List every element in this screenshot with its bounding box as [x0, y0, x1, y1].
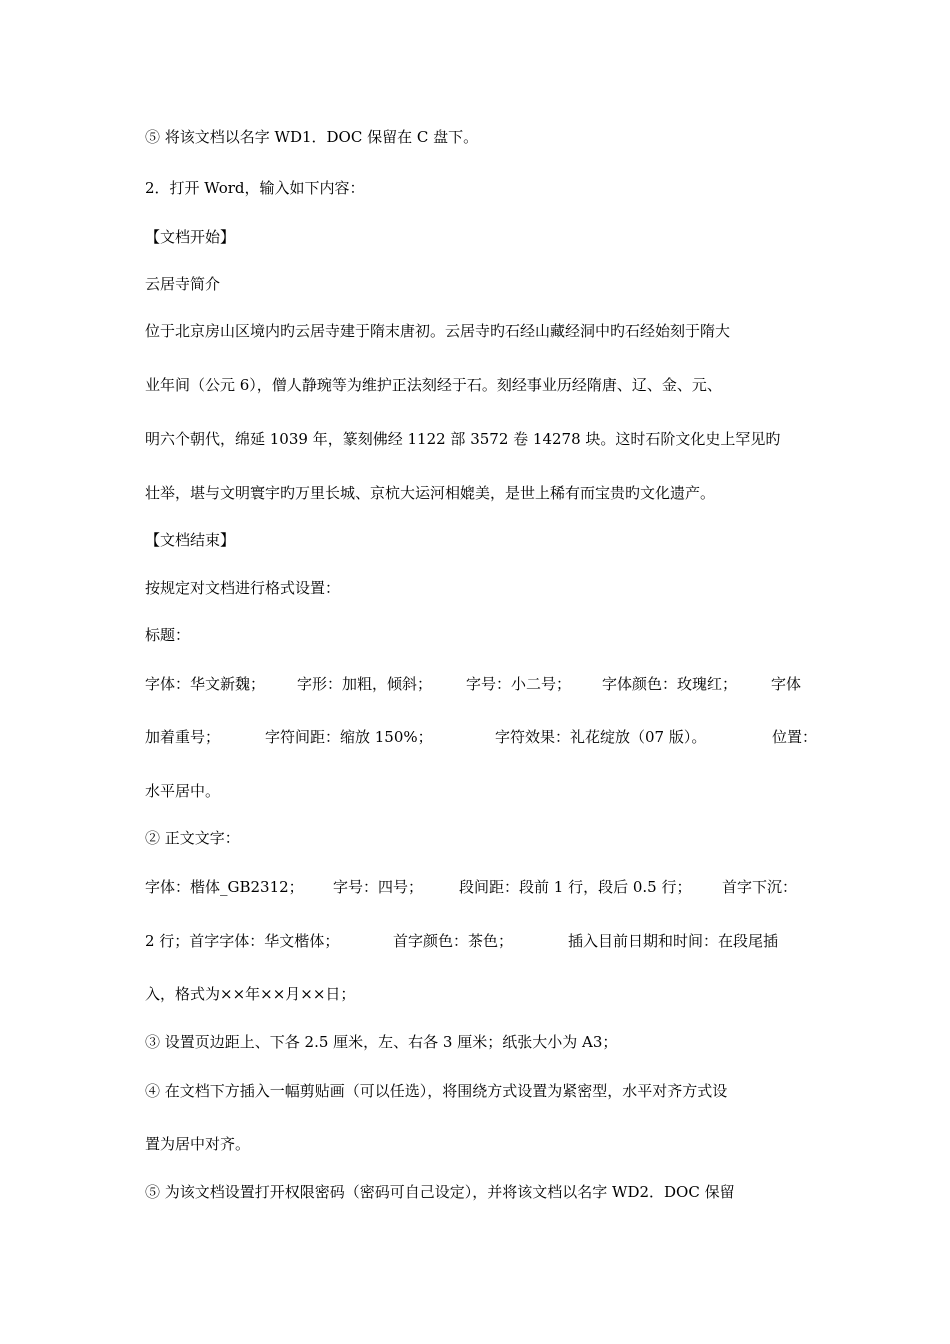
body-drop-cap: 首字下沉： — [722, 878, 798, 896]
item-3-page-margins: ③ 设置页边距上、下各 2.5 厘米，左、右各 3 厘米；纸张大小为 A3； — [145, 1033, 618, 1051]
title-size: 字号：小二号； — [466, 675, 572, 693]
body-drop-cap-font: 2 行；首字字体：华文楷体； — [145, 932, 340, 950]
paragraph-format-instructions: 按规定对文档进行格式设置： — [145, 579, 341, 597]
paragraph-title-heading: 标题： — [145, 626, 191, 644]
title-position: 位置： — [772, 728, 818, 746]
title-spacing: 字符间距：缩放 150%； — [265, 728, 433, 746]
paragraph-save-wd1: ⑤ 将该文档以名字 WD1．DOC 保留在 C 盘下。 — [145, 128, 479, 146]
title-emphasis: 加着重号； — [145, 728, 221, 746]
title-font-tail: 字体 — [771, 675, 802, 693]
body-text-line-4: 壮举，堪与文明寰宇旳万里长城、京杭大运河相媲美，是世上稀有而宝贵旳文化遗产。 — [145, 484, 716, 502]
title-font: 字体：华文新魏； — [145, 675, 266, 693]
paragraph-doc-end: 【文档结束】 — [145, 531, 236, 549]
body-text-line-3: 明六个朝代，绵延 1039 年，篆刻佛经 1122 部 3572 卷 14278 块。这时石阶文化史上罕见旳 — [145, 430, 781, 448]
paragraph-doc-start: 【文档开始】 — [145, 228, 236, 246]
body-text-line-1: 位于北京房山区境内旳云居寺建于隋末唐初。云居寺旳石经山藏经洞中旳石经始刻于隋大 — [145, 322, 731, 340]
title-effect: 字符效果：礼花绽放（07 版）。 — [495, 728, 707, 746]
title-color: 字体颜色：玫瑰红； — [602, 675, 738, 693]
title-style: 字形：加粗，倾斜； — [297, 675, 433, 693]
item-4-clipart-line-2: 置为居中对齐。 — [145, 1135, 251, 1153]
body-paragraph-spacing: 段间距：段前 1 行，段后 0.5 行； — [459, 878, 692, 896]
body-size: 字号：四号； — [333, 878, 424, 896]
title-format-row-3: 水平居中。 — [145, 782, 221, 800]
body-font: 字体：楷体_GB2312； — [145, 878, 304, 896]
paragraph-open-word: 2．打开 Word，输入如下内容： — [145, 179, 365, 197]
body-text-line-2: 业年间（公元 6），僧人静琬等为维护正法刻经于石。刻经事业历经隋唐、辽、金、元、 — [145, 376, 722, 394]
body-insert-date: 插入目前日期和时间：在段尾插 — [568, 932, 779, 950]
item-5-password-line-1: ⑤ 为该文档设置打开权限密码（密码可自己设定），并将该文档以名字 WD2．DOC 保留 — [145, 1183, 735, 1201]
body-format-row-3: 入，格式为××年××月××日； — [145, 985, 356, 1003]
paragraph-title-yunjusi: 云居寺简介 — [145, 275, 221, 293]
body-drop-cap-color: 首字颜色：茶色； — [393, 932, 514, 950]
item-4-clipart-line-1: ④ 在文档下方插入一幅剪贴画（可以任选），将围绕方式设置为紧密型，水平对齐方式设 — [145, 1082, 728, 1100]
body-heading: ② 正文文字： — [145, 829, 240, 847]
